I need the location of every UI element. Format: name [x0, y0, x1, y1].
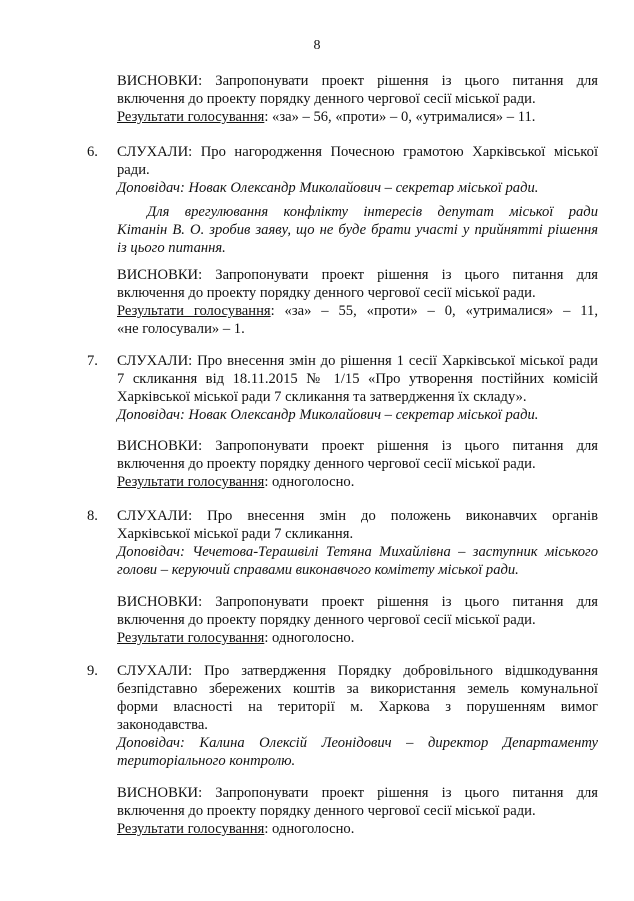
heard-line: СЛУХАЛИ: Про нагородження Почесною грамотою Харківської міської: [117, 144, 598, 160]
heard-line: СЛУХАЛИ: Про внесення змін до положень виконавчих органів: [117, 508, 598, 524]
item-7-heard: [117, 352, 598, 424]
conclusion-line: ВИСНОВКИ: Запропонувати проект рішення із цього питання для: [117, 785, 598, 801]
speaker-line: голови – керуючий справами виконавчого комітету міської ради.: [117, 562, 519, 578]
heard-line: СЛУХАЛИ: Про затвердження Порядку добровільного відшкодування: [117, 663, 598, 679]
vote-label: Результати голосування: [117, 821, 265, 837]
vote-text: : одноголосно.: [264, 821, 355, 837]
vote-result: [117, 473, 598, 491]
page-number: 8: [313, 38, 321, 53]
item-number: 6.: [87, 144, 98, 160]
vote-result: [117, 108, 598, 126]
item-6-note: [117, 203, 598, 257]
vote-result: [117, 629, 598, 647]
heard-line: Харківської міської ради 7 скликання та затвердження їх складу».: [117, 389, 527, 405]
vote-text: : «за» – 56, «проти» – 0, «утрималися» – 11.: [264, 109, 536, 125]
speaker-line: Доповідач: Калина Олексій Леонідович – директор Департаменту: [117, 735, 598, 751]
item-number: 7.: [87, 353, 98, 369]
speaker-line: територіального контролю.: [117, 753, 296, 769]
heard-line: законодавства.: [117, 717, 208, 733]
vote-label: Результати голосування: [117, 474, 265, 490]
conclusion-line: ВИСНОВКИ: Запропонувати проект рішення із цього питання для: [117, 267, 598, 283]
note-line: із цього питання.: [117, 240, 226, 256]
vote-text: : «за» – 55, «проти» – 0, «утрималися» – 11,: [270, 303, 599, 319]
item-7-conclusion: [117, 437, 598, 491]
speaker-line: Доповідач: Новак Олександр Миколайович – секретар міської ради.: [117, 180, 539, 196]
vote-text: : одноголосно.: [264, 474, 355, 490]
conclusion-line: включення до проекту порядку денного чергової сесії міської ради.: [117, 91, 536, 107]
item-8-heard: [117, 507, 598, 579]
speaker-line: Доповідач: Чечетова-Терашвілі Тетяна Михайлівна – заступник міського: [117, 544, 598, 560]
heard-line: форми власності на території м. Харкова з порушенням вимог: [117, 699, 598, 715]
heard-line: 7 скликання від 18.11.2015 № 1/15 «Про утворення постійних комісій: [117, 371, 598, 387]
item-6-heard: [117, 143, 598, 197]
vote-label: Результати голосування: [117, 630, 265, 646]
vote-result: [117, 820, 598, 838]
item-9-heard: [117, 662, 598, 770]
vote-label: Результати голосування: [117, 109, 265, 125]
note-line: Кітанін В. О. зробив заяву, що не буде брати участі у прийнятті рішення: [117, 222, 598, 238]
conclusion-line: ВИСНОВКИ: Запропонувати проект рішення із цього питання для: [117, 594, 598, 610]
conclusion-line: включення до проекту порядку денного чергової сесії міської ради.: [117, 285, 536, 301]
heard-line: безпідставно збережених коштів за використання земель комунальної: [117, 681, 598, 697]
vote-text: : одноголосно.: [264, 630, 355, 646]
vote-label: Результати голосування: [117, 303, 271, 319]
conclusion-line: включення до проекту порядку денного чергової сесії міської ради.: [117, 612, 536, 628]
item-5-conclusion: [117, 72, 598, 126]
conclusion-line: включення до проекту порядку денного чергової сесії міської ради.: [117, 456, 536, 472]
item-6-conclusion: [117, 266, 598, 338]
vote-result: [117, 302, 598, 320]
note-line: Для врегулювання конфлікту інтересів депутат міської ради: [147, 204, 598, 220]
item-9-conclusion: [117, 784, 598, 838]
item-8-conclusion: [117, 593, 598, 647]
vote-result-cont: «не голосували» – 1.: [117, 321, 245, 337]
item-number: 8.: [87, 508, 98, 524]
heard-line: Харківської міської ради 7 скликання.: [117, 526, 354, 542]
item-number: 9.: [87, 663, 98, 679]
conclusion-line: ВИСНОВКИ: Запропонувати проект рішення із цього питання для: [117, 438, 598, 454]
speaker-line: Доповідач: Новак Олександр Миколайович – секретар міської ради.: [117, 407, 539, 423]
conclusion-line: включення до проекту порядку денного чергової сесії міської ради.: [117, 803, 536, 819]
conclusion-line: ВИСНОВКИ: Запропонувати проект рішення із цього питання для: [117, 73, 598, 89]
heard-line: ради.: [117, 162, 150, 178]
heard-line: СЛУХАЛИ: Про внесення змін до рішення 1 сесії Харківської міської ради: [117, 353, 598, 369]
